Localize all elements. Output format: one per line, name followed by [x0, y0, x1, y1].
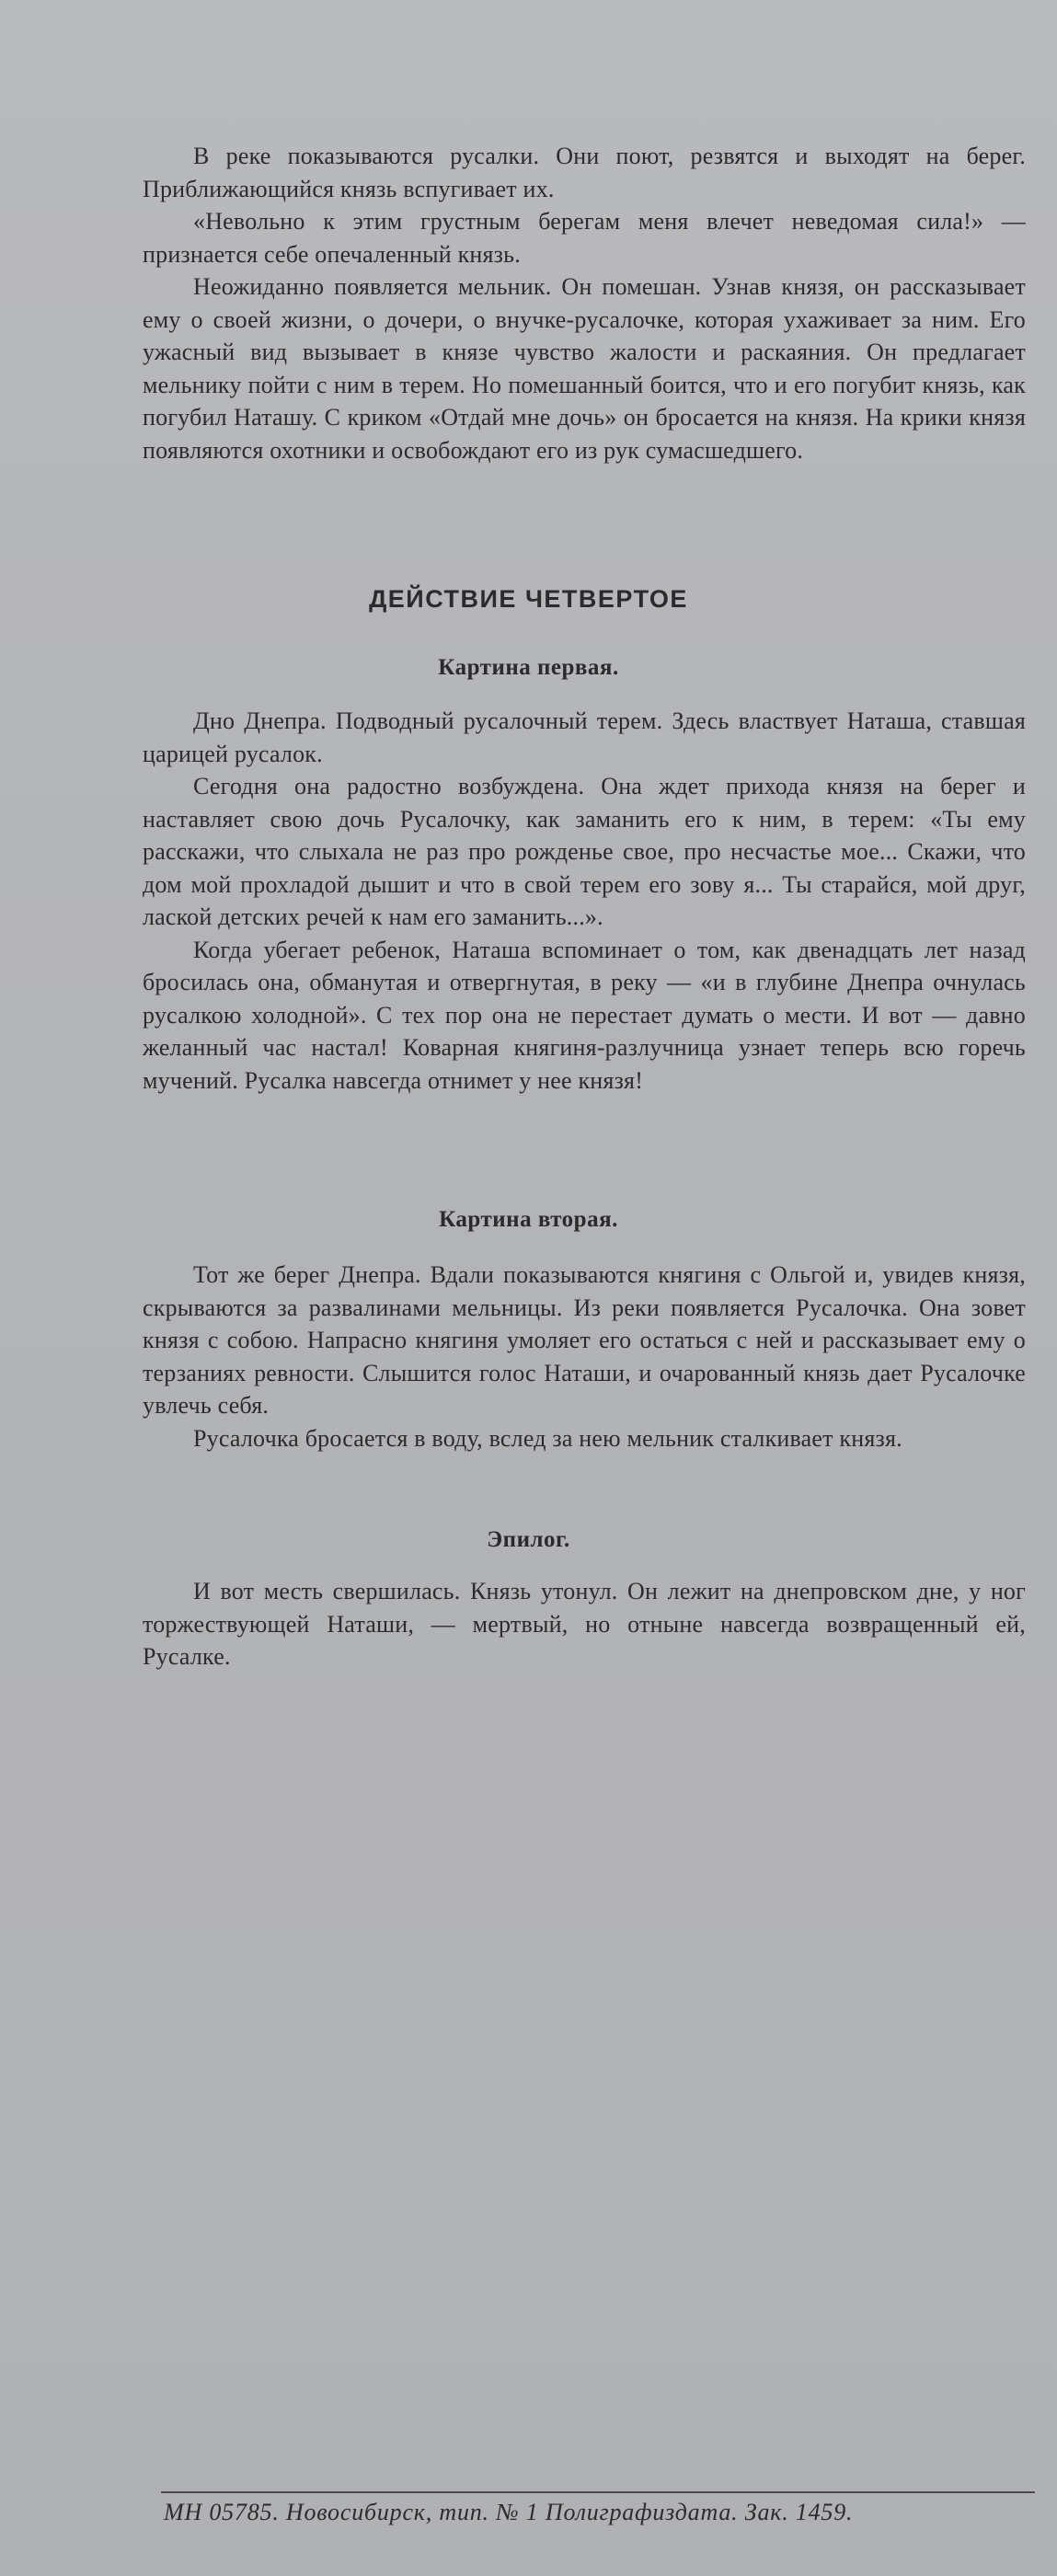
paragraph: «Невольно к этим грустным берегам меня влечет неведомая сила!» — признается себе опечаленный князь.	[143, 208, 1026, 268]
paragraph: Тот же берег Днепра. Вдали показываются княгиня с Ольгой и, увидев князя, скрываются за развалинами мельницы. Из реки появляется Русалочка. Она зовет князя с собою. Напрасно княгиня умоляет его остаться с ней и рассказывает ему о терзаниях ревности. Слышится голос Наташи, и очарованный князь дает Русалочке увлечь себя.	[143, 1261, 1026, 1419]
scene1-text	[143, 705, 1026, 1097]
paragraph: Когда убегает ребенок, Наташа вспоминает о том, как двенадцать лет назад бросилась она, обманутая и отвергнутая, в реку — «и в глубине Днепра очнулась русалкою холодной». С тех пор она не перестает думать о мести. И вот — давно желанный час настал! Коварная княгиня-разлучница узнает теперь всю горечь мучений. Русалка навсегда отнимет у нее князя!	[143, 936, 1026, 1094]
scene2-text	[143, 1259, 1026, 1455]
footer-divider	[161, 2491, 1035, 2493]
paragraph: В реке показываются русалки. Они поют, резвятся и выходят на берег. Приближающийся князь вспугивает их.	[143, 143, 1026, 202]
paragraph: Дно Днепра. Подводный русалочный терем. Здесь властвует Наташа, ставшая царицей русалок.	[143, 707, 1026, 767]
paragraph: Русалочка бросается в воду, вслед за нею мельник сталкивает князя.	[193, 1424, 902, 1452]
scene-heading-2: Картина вторая.	[439, 1207, 618, 1232]
act-heading: ДЕЙСТВИЕ ЧЕТВЕРТОЕ	[369, 585, 688, 613]
paragraph: Сегодня она радостно возбуждена. Она ждет прихода князя на берег и наставляет свою дочь Русалочку, как заманить его к ним, в терем: «Ты ему расскажи, что слыхала не раз про рожденье свое, про несчастье мое... Скажи, что дом мой прохладой дышит и что в свой терем его зову я... Ты старайся, мой друг, лаской детских речей к нам его заманить...».	[143, 773, 1026, 930]
act3-ending-text	[143, 140, 1026, 466]
epilogue-heading: Эпилог.	[487, 1527, 570, 1552]
scene-heading-1: Картина первая.	[438, 655, 619, 680]
printing-imprint: МН 05785. Новосибирск, тип. № 1 Полиграфиздата. Зак. 1459.	[164, 2499, 854, 2525]
paragraph: Неожиданно появляется мельник. Он помешан. Узнав князя, он рассказывает ему о своей жизни, о дочери, о внучке-русалочке, которая ухаживает за ним. Его ужасный вид вызывает в князе чувство жалости и раскаяния. Он предлагает мельнику пойти с ним в терем. Но помешанный боится, что и его погубит князь, как погубил Наташу. С криком «Отдай мне дочь» он бросается на князя. На крики князя появляются охотники и освобождают его из рук сумасшедшего.	[143, 273, 1026, 464]
epilogue-text	[143, 1575, 1026, 1673]
paragraph: И вот месть свершилась. Князь утонул. Он лежит на днепровском дне, у ног торжествующей Наташи, — мертвый, но отныне навсегда возвращенный ей, Русалке.	[143, 1578, 1026, 1670]
